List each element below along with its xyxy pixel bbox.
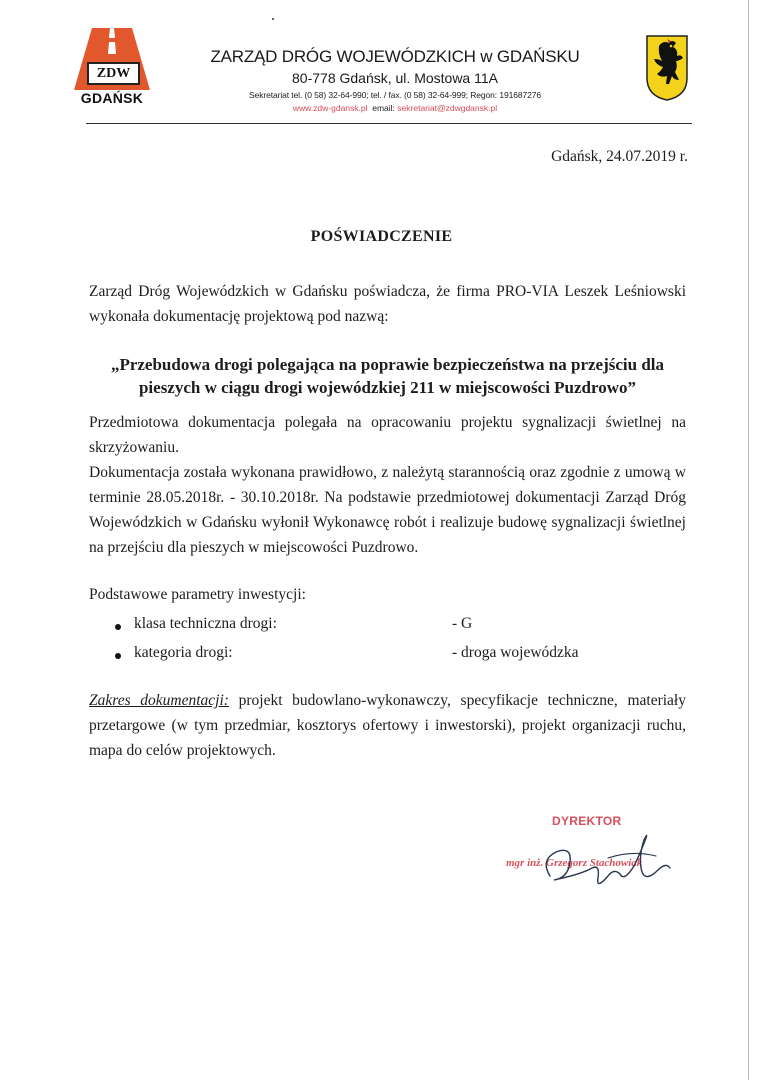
email-label: email: [372,103,395,113]
zdw-logo [74,28,150,106]
parameter-label: klasa techniczna drogi: [134,615,277,632]
handwritten-signature [520,828,690,898]
organization-web [160,103,630,113]
scope-label: Zakres dokumentacji: [89,692,229,709]
coat-of-arms-icon [645,34,689,102]
organization-name: ZARZĄD DRÓG WOJEWÓDZKICH w GDAŃSKU [210,47,580,66]
parameter-value: - G [452,615,473,632]
scope-paragraph [89,688,686,763]
logo-city-text: GDAŃSK [80,90,144,106]
signatory-title-stamp: DYREKTOR [552,814,622,828]
parameter-label: kategoria drogi: [134,644,233,661]
logo-zdw-text: ZDW [87,62,140,85]
intro-paragraph: Zarząd Dróg Wojewódzkich w Gdańsku poświadcza, że firma PRO-VIA Leszek Leśniowski wykonała dokumentację projektową pod nazwą: [89,283,686,325]
bullet-icon [115,624,121,630]
scan-speck [272,18,274,20]
description-paragraph-2: Dokumentacja została wykonana prawidłowo, z należytą starannością oraz zgodnie z umową w terminie 28.05.2018r. - 30.10.2018r. Na podstawie przedmiotowej dokumentacji Zarząd Dróg Wojewódzkich w Gdańsku wyłonił Wykonawcę robót i realizuje budowę sygnalizacji świetlnej na przejściu dla pieszych w miejscowości Puzdrowo. [89,464,686,556]
email-link[interactable]: sekretariat@zdwgdansk.pl [397,103,498,113]
document-title: POŚWIADCZENIE [310,228,453,245]
bullet-icon [115,653,121,659]
organization-contact: Sekretariat tel. (0 58) 32-64-990; tel. / fax. (0 58) 32-64-999; Regon: 191687276 [249,90,541,100]
signatory-name-stamp: mgr inż. Grzegorz Stachowiak [506,857,643,869]
scope-text: projekt budowlano-wykonawczy, specyfikacje techniczne, materiały przetargowe (w tym przedmiar, kosztorys ofertowy i inwestorski), projekt organizacji ruchu, mapa do celów projektowych. [89,692,686,759]
description-paragraph-1: Przedmiotowa dokumentacja polegała na opracowaniu projektu sygnalizacji świetlnej na skrzyżowaniu. [89,414,686,456]
parameter-value: - droga wojewódzka [452,644,579,661]
page-edge-line [748,0,749,1080]
project-name: „Przebudowa drogi polegająca na poprawie bezpieczeństwa na przejściu dla pieszych w ciągu drogi wojewódzkiej 211 w miejscowości Puzdrowo” [110,355,665,397]
organization-address: 80-778 Gdańsk, ul. Mostowa 11A [292,70,498,86]
parameters-heading: Podstawowe parametry inwestycji: [89,586,306,603]
website-link[interactable]: www.zdw-gdansk.pl [292,103,368,113]
document-date: Gdańsk, 24.07.2019 r. [551,148,688,165]
header-divider [86,123,692,124]
